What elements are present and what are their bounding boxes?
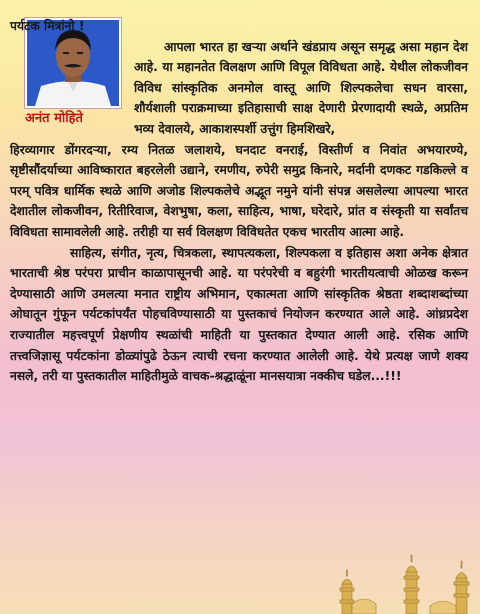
charminar-minarets-icon (330, 554, 480, 614)
paragraph-1-top: आपला भारत हा खऱ्या अर्थाने खंडप्राय असून समृद्ध असा महान देश आहे. या महानतेत विलक्षण आणि विपूल विविधता आहे. येथील लोकजीवन विविध सांस्कृतिक अनमोल वास्तू आणि शिल्पकलेचा सधन वारसा, शौर्यशाली पराक्रमाच्या इतिहासाची साक्ष देणारी प्रेरणादायी स्थळे, अप्रतिम भव्य देवालये, आकाशस्पर्शी उत्तुंग हिमशिखरे, (134, 39, 468, 136)
author-name: अनंत मोहिते (25, 111, 83, 126)
preface-text (10, 16, 468, 387)
paragraph-2: साहित्य, संगीत, नृत्य, चित्रकला, स्थापत्यकला, शिल्पकला व इतिहास अशा अनेक क्षेत्रात भारताची श्रेष्ठ परंपरा प्राचीन काळापासूनची आहे. या परंपरेची व बहुरंगी भारतीयत्वाची ओळख करून देण्यासाठी आणि उमलत्या मनात राष्ट्रीय अभिमान, एकात्मता आणि सांस्कृतिक श्रेष्ठता शब्दाशब्दांच्या ओघातून गुंफून पर्यटकांपर्यंत पोहचविण्यासाठी या पुस्तकाचं नियोजन करण्यात आले आहे. आंध्रप्रदेश राज्यातील महत्त्वपूर्ण प्रेक्षणीय स्थळांची माहिती या पुस्तकात देण्यात आली आहे. रसिक आणि तत्त्वजिज्ञासू पर्यटकांना डोळ्यांपुढे ठेऊन त्याची रचना करण्यात आलेली आहे. येथे प्रत्यक्ष जाणे शक्य नसले, तरी या पुस्तकातील माहितीमुळे वाचक-श्रद्धाळूंना मानसयात्रा नक्कीच घडेल...!!! (10, 245, 468, 384)
salutation: पर्यटक मित्रांनो ! (10, 19, 85, 33)
paragraph-1-bottom: हिरव्यागार डोंगरदऱ्या, रम्य नितळ जलाशये, घनदाट वनराई, विस्तीर्ण व निवांत अभयारण्ये, सृष्टीसौंदर्याच्या आविष्कारात बहरलेली उद्याने, रमणीय, रुपेरी समुद्र किनारे, मर्दानी दणकट गडकिल्ले व परम् पवित्र धार्मिक स्थळे आणि अजोड शिल्पकलेचे अद्भूत नमुने यांनी संपन्न असलेल्या आपल्या भारत देशातील लोकजीवन, रितीरिवाज, वेशभुषा, कला, साहित्य, भाषा, घरेदारे, प्रांत व संस्कृती या सर्वांतच विविधता सामावलेली आहे. तरीही या सर्व विलक्षण विविधतेत एकच भारतीय आत्मा आहे. (10, 142, 468, 239)
